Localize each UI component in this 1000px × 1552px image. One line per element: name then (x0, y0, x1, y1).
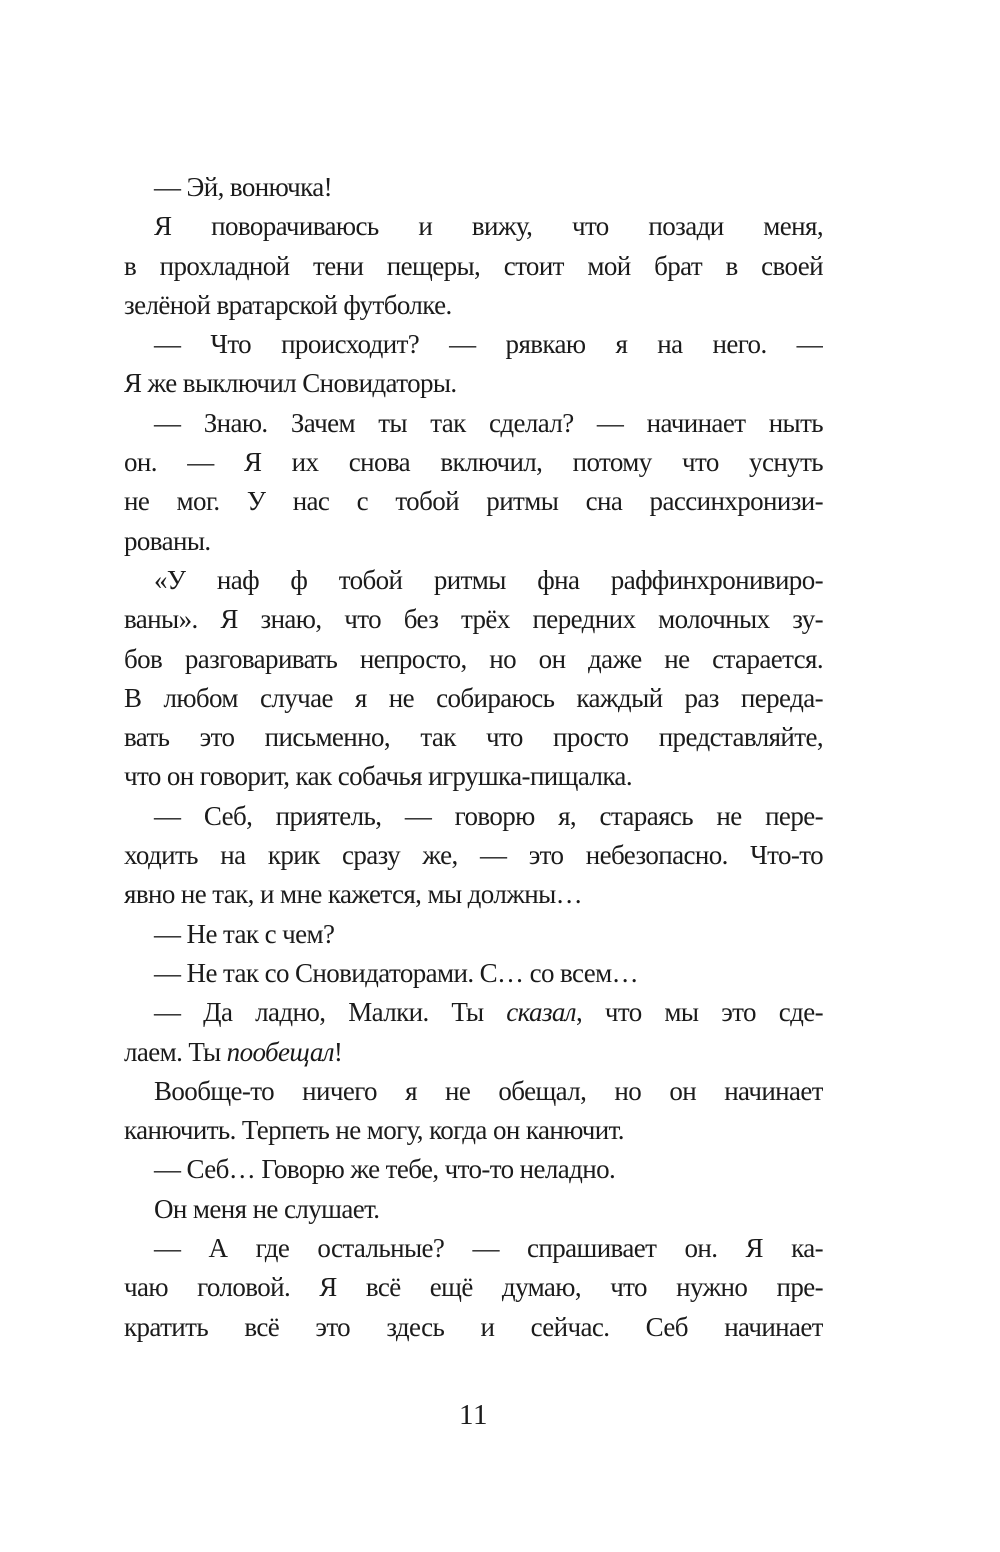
text-line (124, 404, 823, 443)
text-segment: — Не так с чем? (154, 918, 335, 949)
page-number: 11 (459, 1399, 488, 1431)
text-line (124, 875, 823, 914)
text-segment: что он говорит, как собачья игрушка-пищалка. (124, 761, 632, 792)
text-segment: «У наф ф тобой ритмы фна раффинхронивиро- (154, 564, 823, 595)
text-segment: канючить. Терпеть не могу, когда он канючит. (124, 1115, 624, 1146)
text-line (124, 482, 823, 521)
text-line (124, 640, 823, 679)
text-segment: бов разговаривать непросто, но он даже не старается. (124, 643, 823, 674)
emphasized-text: сказал (506, 997, 576, 1028)
text-segment: не мог. У нас с тобой ритмы сна рассинхронизи- (124, 486, 823, 517)
text-segment: вать это письменно, так что просто представляйте, (124, 722, 823, 753)
text-line (124, 325, 823, 364)
text-line (124, 443, 823, 482)
text-line (124, 1150, 823, 1189)
text-segment: В любом случае я не собираюсь каждый раз переда- (124, 682, 823, 713)
text-line (124, 1111, 823, 1150)
text-line (124, 364, 823, 403)
text-segment: в прохладной тени пещеры, стоит мой брат в своей (124, 250, 823, 281)
text-line (124, 757, 823, 796)
text-segment: , что мы это сде- (575, 997, 823, 1028)
text-segment: — А где остальные? — спрашивает он. Я ка- (154, 1233, 823, 1264)
text-line (124, 600, 823, 639)
emphasized-text: пообещал (226, 1036, 334, 1067)
text-line (124, 954, 823, 993)
text-line (124, 1268, 823, 1307)
text-line (124, 1229, 823, 1268)
text-segment: Вообще-то ничего я не обещал, но он начинает (154, 1075, 823, 1106)
text-segment: рованы. (124, 525, 211, 556)
text-segment: лаем. Ты (124, 1036, 227, 1067)
text-segment: — Знаю. Зачем ты так сделал? — начинает ныть (154, 407, 823, 438)
text-segment: зелёной вратарской футболке. (124, 289, 452, 320)
text-line (124, 836, 823, 875)
text-segment: ваны». Я знаю, что без трёх передних молочных зу- (124, 604, 823, 635)
text-line (124, 561, 823, 600)
text-line (124, 1033, 823, 1072)
text-line (124, 915, 823, 954)
text-segment: — Да ладно, Малки. Ты (154, 997, 507, 1028)
text-line (124, 679, 823, 718)
text-line (124, 522, 823, 561)
text-line (124, 797, 823, 836)
text-segment: Я поворачиваюсь и вижу, что позади меня, (154, 211, 823, 242)
text-segment: — Себ, приятель, — говорю я, стараясь не пере- (154, 800, 823, 831)
text-line (124, 1072, 823, 1111)
text-segment: чаю головой. Я всё ещё думаю, что нужно пре- (124, 1272, 823, 1303)
text-line (124, 168, 823, 207)
text-segment: Я же выключил Сновидаторы. (124, 368, 457, 399)
text-segment: — Не так со Сновидаторами. С… со всем… (154, 957, 639, 988)
text-segment: — Эй, вонючка! (154, 172, 333, 202)
text-segment: ходить на крик сразу же, — это небезопасно. Что-то (124, 840, 823, 871)
text-segment: Он меня не слушает. (154, 1193, 380, 1224)
text-segment: — Себ… Говорю же тебе, что-то неладно. (154, 1154, 616, 1185)
text-line (124, 993, 823, 1032)
text-segment: кратить всё это здесь и сейчас. Себ начинает (124, 1311, 823, 1342)
text-line (124, 207, 823, 246)
text-line (124, 286, 823, 325)
text-segment: явно не так, и мне кажется, мы должны… (124, 879, 583, 910)
text-block (124, 168, 823, 1347)
text-line (124, 247, 823, 286)
text-line (124, 718, 823, 757)
text-segment: ! (333, 1036, 343, 1067)
text-segment: он. — Я их снова включил, потому что уснуть (124, 447, 823, 478)
text-segment: — Что происходит? — рявкаю я на него. — (154, 329, 823, 360)
text-line (124, 1308, 823, 1347)
text-line (124, 1190, 823, 1229)
